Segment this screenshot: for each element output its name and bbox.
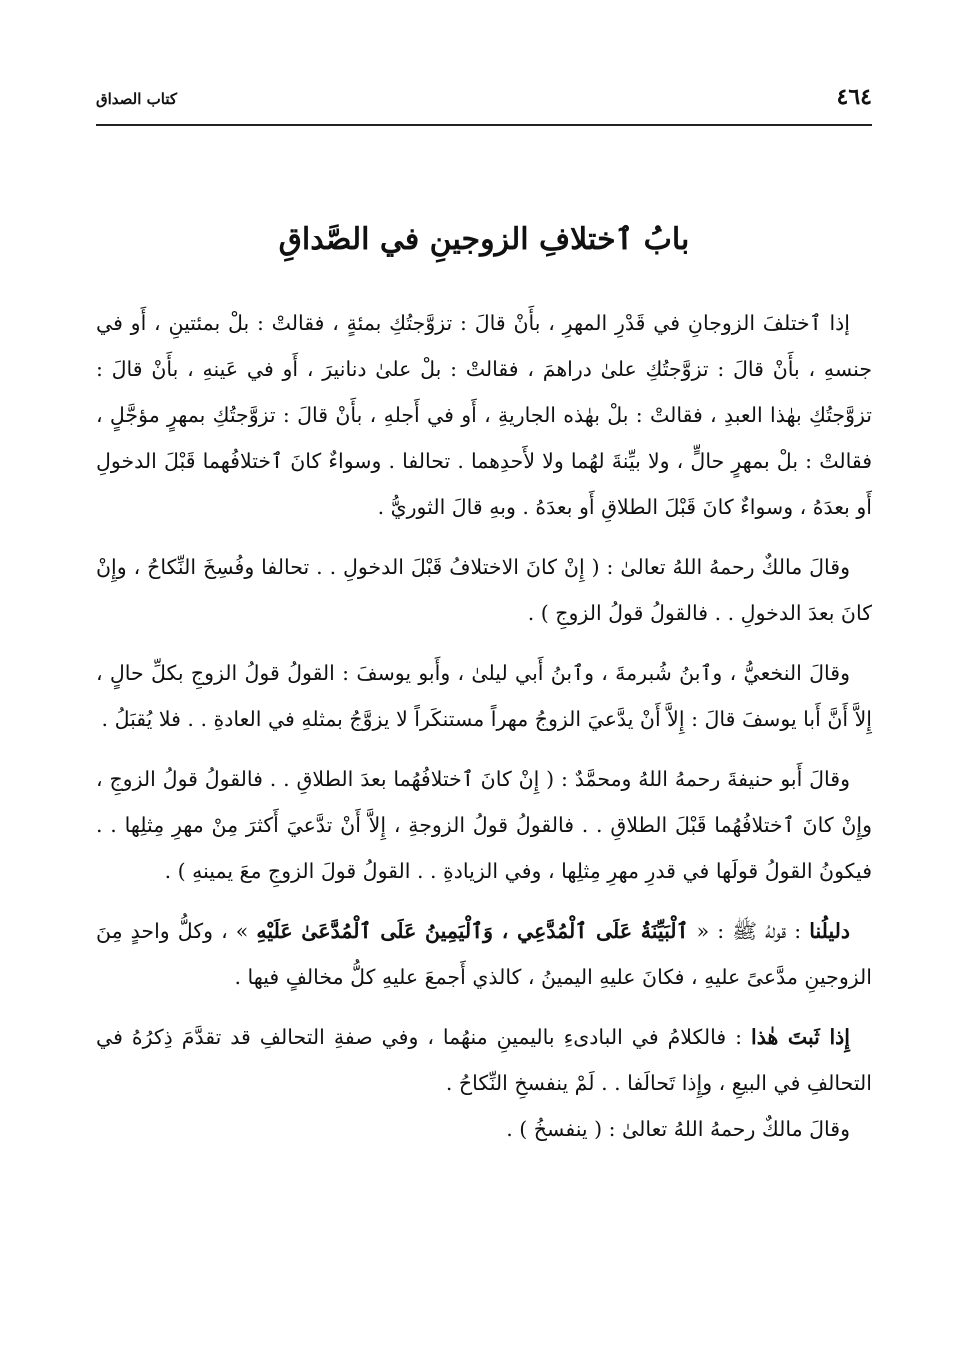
page-number: ٤٦٤ [836, 84, 872, 110]
evidence-conclusion: » ، وكلُّ واحدٍ مِنَ الزوجينِ مدَّعىً عليهِ ، فكانَ عليهِ اليمينُ ، كالذي أَجمعَ عليهِ كلُّ مخالفٍ فيها . [96, 919, 872, 989]
hadith-quote: ٱلْبَيِّنَةُ عَلَى ٱلْمُدَّعِي ، وَٱلْيَمِينُ عَلَى ٱلْمُدَّعَىٰ عَلَيْهِ [256, 919, 689, 943]
paragraph-malik-annulment: وقالَ مالكٌ رحمهُ اللهُ تعالىٰ : ( ينفسخُ ) . [506, 1117, 850, 1141]
paragraph-malik-opinion: وقالَ مالكٌ رحمهُ اللهُ تعالىٰ : ( إِنْ كانَ الاختلافُ قَبْلَ الدخولِ . . تحالفا وفُسِخَ النِّكاحُ ، وإِنْ كانَ بعدَ الدخولِ . . فالقولُ قولُ الزوجِ ) . [96, 555, 872, 625]
evidence-intro: : قولهُ ﷺ : « [688, 919, 810, 943]
paragraph-nakhai-opinion: وقالَ النخعيُّ ، وٱبنُ شُبرمةَ ، وٱبنُ أَبي ليلىٰ ، وأَبو يوسفَ : القولُ قولُ الزوجِ بكلِّ حالٍ ، إِلاَّ أَنَّ أَبا يوسفَ قالَ : إِلاَّ أَنْ يدَّعيَ الزوجُ مهراً مستنكَراً لا يزوَّجُ بمثلهِ في العادةِ . . فلا يُقبَلُ . [96, 661, 872, 731]
header-divider [96, 124, 872, 126]
evidence-lead: دليلُنا [809, 919, 850, 943]
paragraph-abu-hanifa-opinion: وقالَ أَبو حنيفةَ رحمهُ اللهُ ومحمَّدٌ : ( إِنْ كانَ ٱختلافُهُما بعدَ الطلاقِ . . فالقولُ قولُ الزوجِ ، وإِنْ كانَ ٱختلافُهُما قَبْلَ الطلاقِ . . فالقولُ قولُ الزوجةِ ، إِلاَّ أَنْ تدَّعيَ أَكثرَ مِنْ مهرِ مِثلِها . . فيكونُ القولُ قولَها في قدرِ مهرِ مِثلِها ، وفي الزيادةِ . . القولُ قولَ الزوجِ معَ يمينهِ ) . [96, 767, 872, 883]
paragraph-evidence [96, 908, 872, 1000]
procedure-lead: إِذا ثَبتَ هٰذا [751, 1025, 850, 1049]
body-text [96, 300, 872, 1166]
paragraph-procedure [96, 1014, 872, 1106]
paragraph-disagreement-cases: إذا ٱختلفَ الزوجانِ في قَدْرِ المهرِ ، بأَنْ قالَ : تزوَّجتُكِ بمئةٍ ، فقالتْ : بلْ بمئتينِ ، أَو في جنسهِ ، بأَنْ قالَ : تزوَّجتُكِ علىٰ دراهمَ ، فقالتْ : بلْ علىٰ دنانيرَ ، أَو في عَينهِ ، بأَنْ قالَ : تزوَّجتُكِ بهٰذا العبدِ ، فقالتْ : بلْ بهٰذه الجاريةِ ، أَو في أَجلهِ ، بأَنْ قالَ : تزوَّجتُكِ بمهرٍ مؤجَّلٍ ، فقالتْ : بلْ بمهرٍ حالٍّ ، ولا بيِّنةَ لهُما ولا لأَحدِهما . تحالفا . وسواءٌ كانَ ٱختلافُهما قَبْلَ الدخولِ أَو بعدَهُ ، وسواءٌ كانَ قَبْلَ الطلاقِ أَو بعدَهُ . وبهِ قالَ الثوريُّ . [96, 311, 872, 519]
running-head-book-title: كتاب الصداق [96, 90, 178, 108]
chapter-title: بابُ ٱختلافِ الزوجينِ في الصَّداقِ [278, 222, 690, 257]
procedure-text: : فالكلامُ في البادىءِ باليمينِ منهُما ، وفي صفةِ التحالفِ قد تقدَّمَ ذِكرُهُ في التحالفِ في البيعِ ، وإِذا تَحالَفا . . لَمْ ينفسخِ النِّكاحُ . [96, 1025, 872, 1095]
page-header [96, 84, 872, 120]
